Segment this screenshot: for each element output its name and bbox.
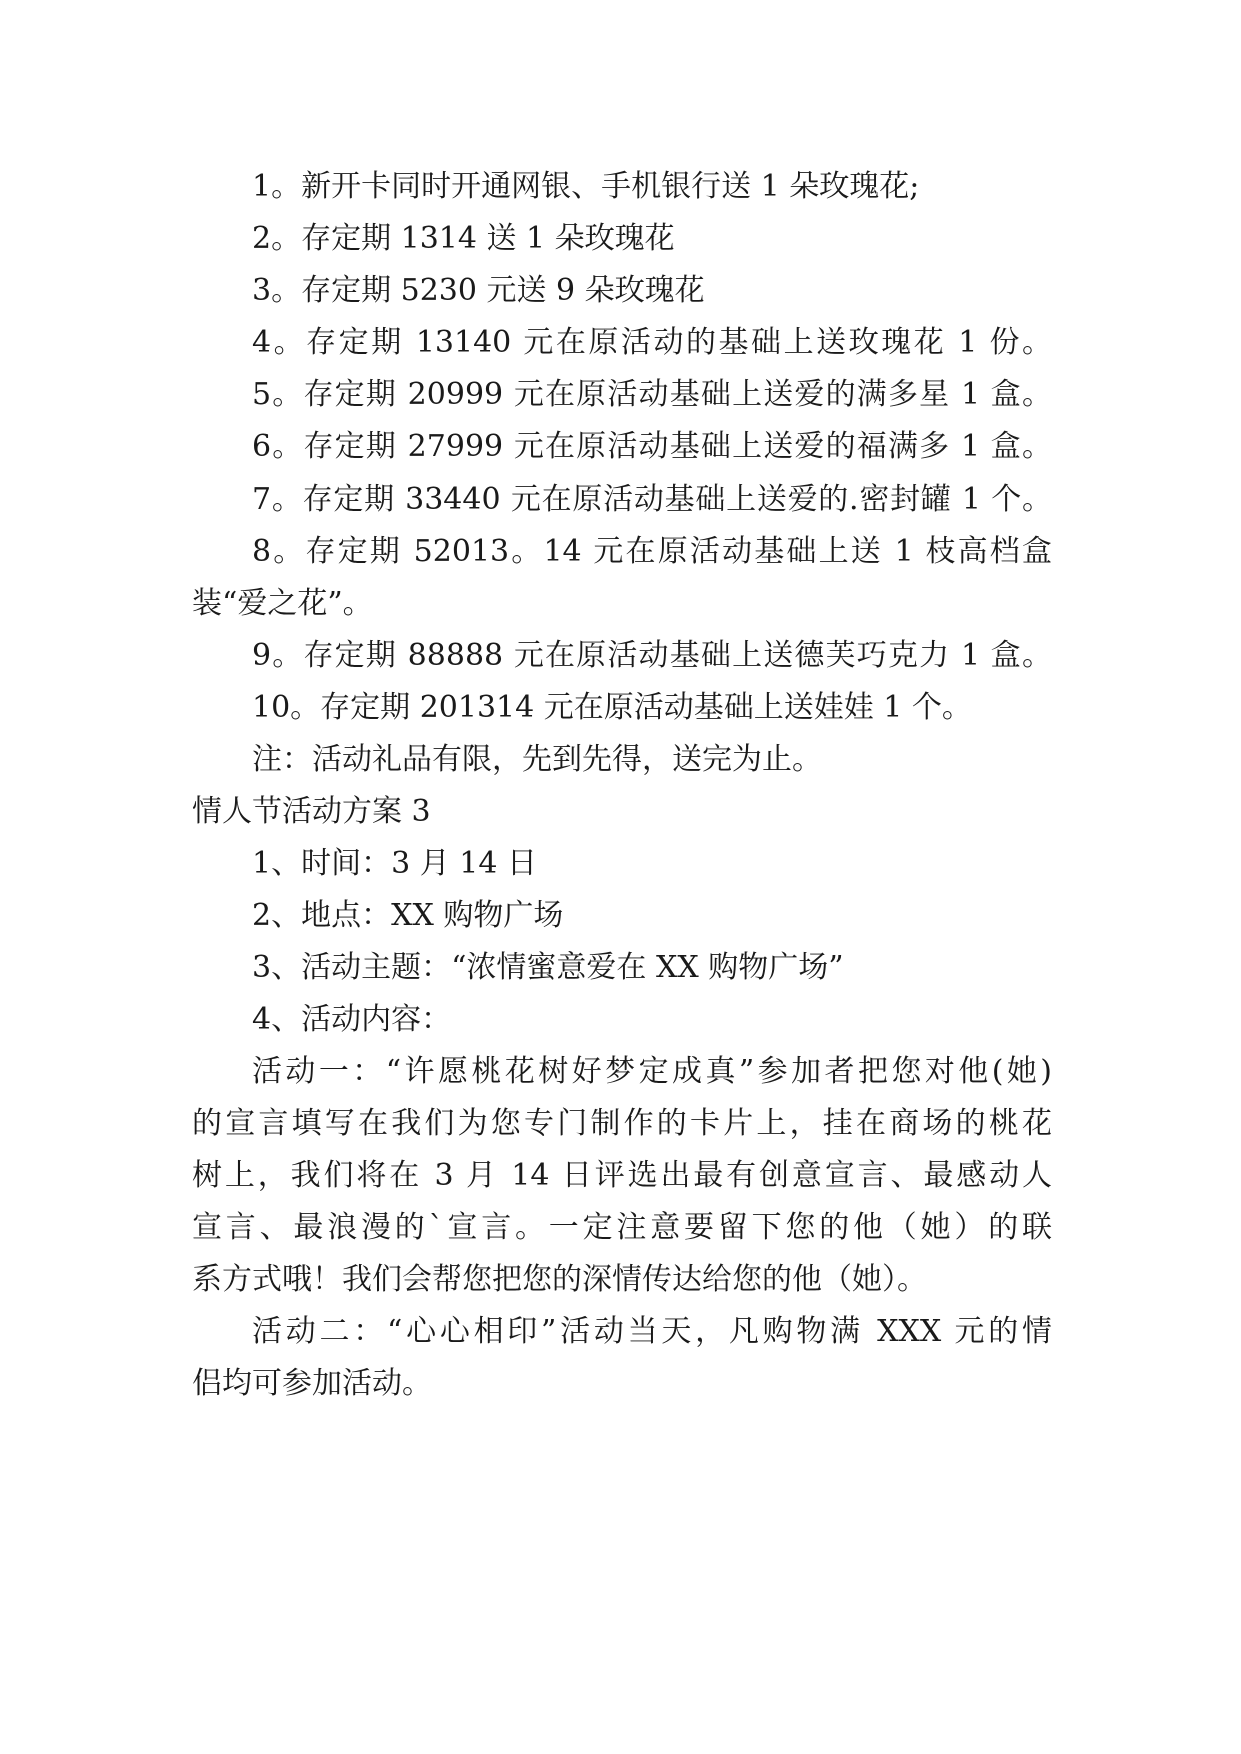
prize-item-8-continued: 装“爱之花”。 — [192, 586, 373, 621]
plan-theme: 3、活动主题：“浓情蜜意爱在 XX 购物广场” — [252, 950, 844, 985]
activity-two-line-2: 侣均可参加活动。 — [192, 1366, 432, 1401]
prize-item-9: 9。存定期 88888 元在原活动基础上送德芙巧克力 1 盒。 — [252, 638, 1052, 673]
plan-time: 1、时间：3 月 14 日 — [252, 846, 537, 881]
prize-item-3: 3。存定期 5230 元送 9 朵玫瑰花 — [252, 273, 705, 308]
prize-item-8: 8。存定期 52013。14 元在原活动基础上送 1 枝高档盒 — [252, 534, 1052, 569]
activity-one-line-4: 宣言、最浪漫的`宣言。一定注意要留下您的他（她）的联 — [192, 1210, 1052, 1245]
prize-note: 注：活动礼品有限，先到先得，送完为止。 — [252, 742, 822, 777]
activity-one-line-5: 系方式哦！我们会帮您把您的深情传达给您的他（她）。 — [192, 1262, 927, 1297]
prize-item-2: 2。存定期 1314 送 1 朵玫瑰花 — [252, 221, 675, 256]
activity-two-line-1: 活动二：“心心相印”活动当天，凡购物满 XXX 元的情 — [252, 1314, 1052, 1349]
prize-item-7: 7。存定期 33440 元在原活动基础上送爱的.密封罐 1 个。 — [252, 482, 1052, 517]
activity-one-line-2: 的宣言填写在我们为您专门制作的卡片上，挂在商场的桃花 — [192, 1106, 1052, 1141]
plan-content-heading: 4、活动内容： — [252, 1002, 452, 1037]
section-heading: 情人节活动方案 3 — [192, 794, 431, 829]
prize-item-6: 6。存定期 27999 元在原活动基础上送爱的福满多 1 盒。 — [252, 429, 1052, 464]
activity-one-line-1: 活动一：“许愿桃花树好梦定成真”参加者把您对他(她) — [252, 1054, 1052, 1089]
plan-location: 2、地点：XX 购物广场 — [252, 898, 564, 933]
prize-item-1: 1。新开卡同时开通网银、手机银行送 1 朵玫瑰花; — [252, 169, 920, 204]
prize-item-4: 4。存定期 13140 元在原活动的基础上送玫瑰花 1 份。 — [252, 325, 1052, 360]
prize-item-5: 5。存定期 20999 元在原活动基础上送爱的满多星 1 盒。 — [252, 377, 1052, 412]
prize-item-10: 10。存定期 201314 元在原活动基础上送娃娃 1 个。 — [252, 690, 972, 725]
activity-one-line-3: 树上，我们将在 3 月 14 日评选出最有创意宣言、最感动人 — [192, 1158, 1052, 1193]
